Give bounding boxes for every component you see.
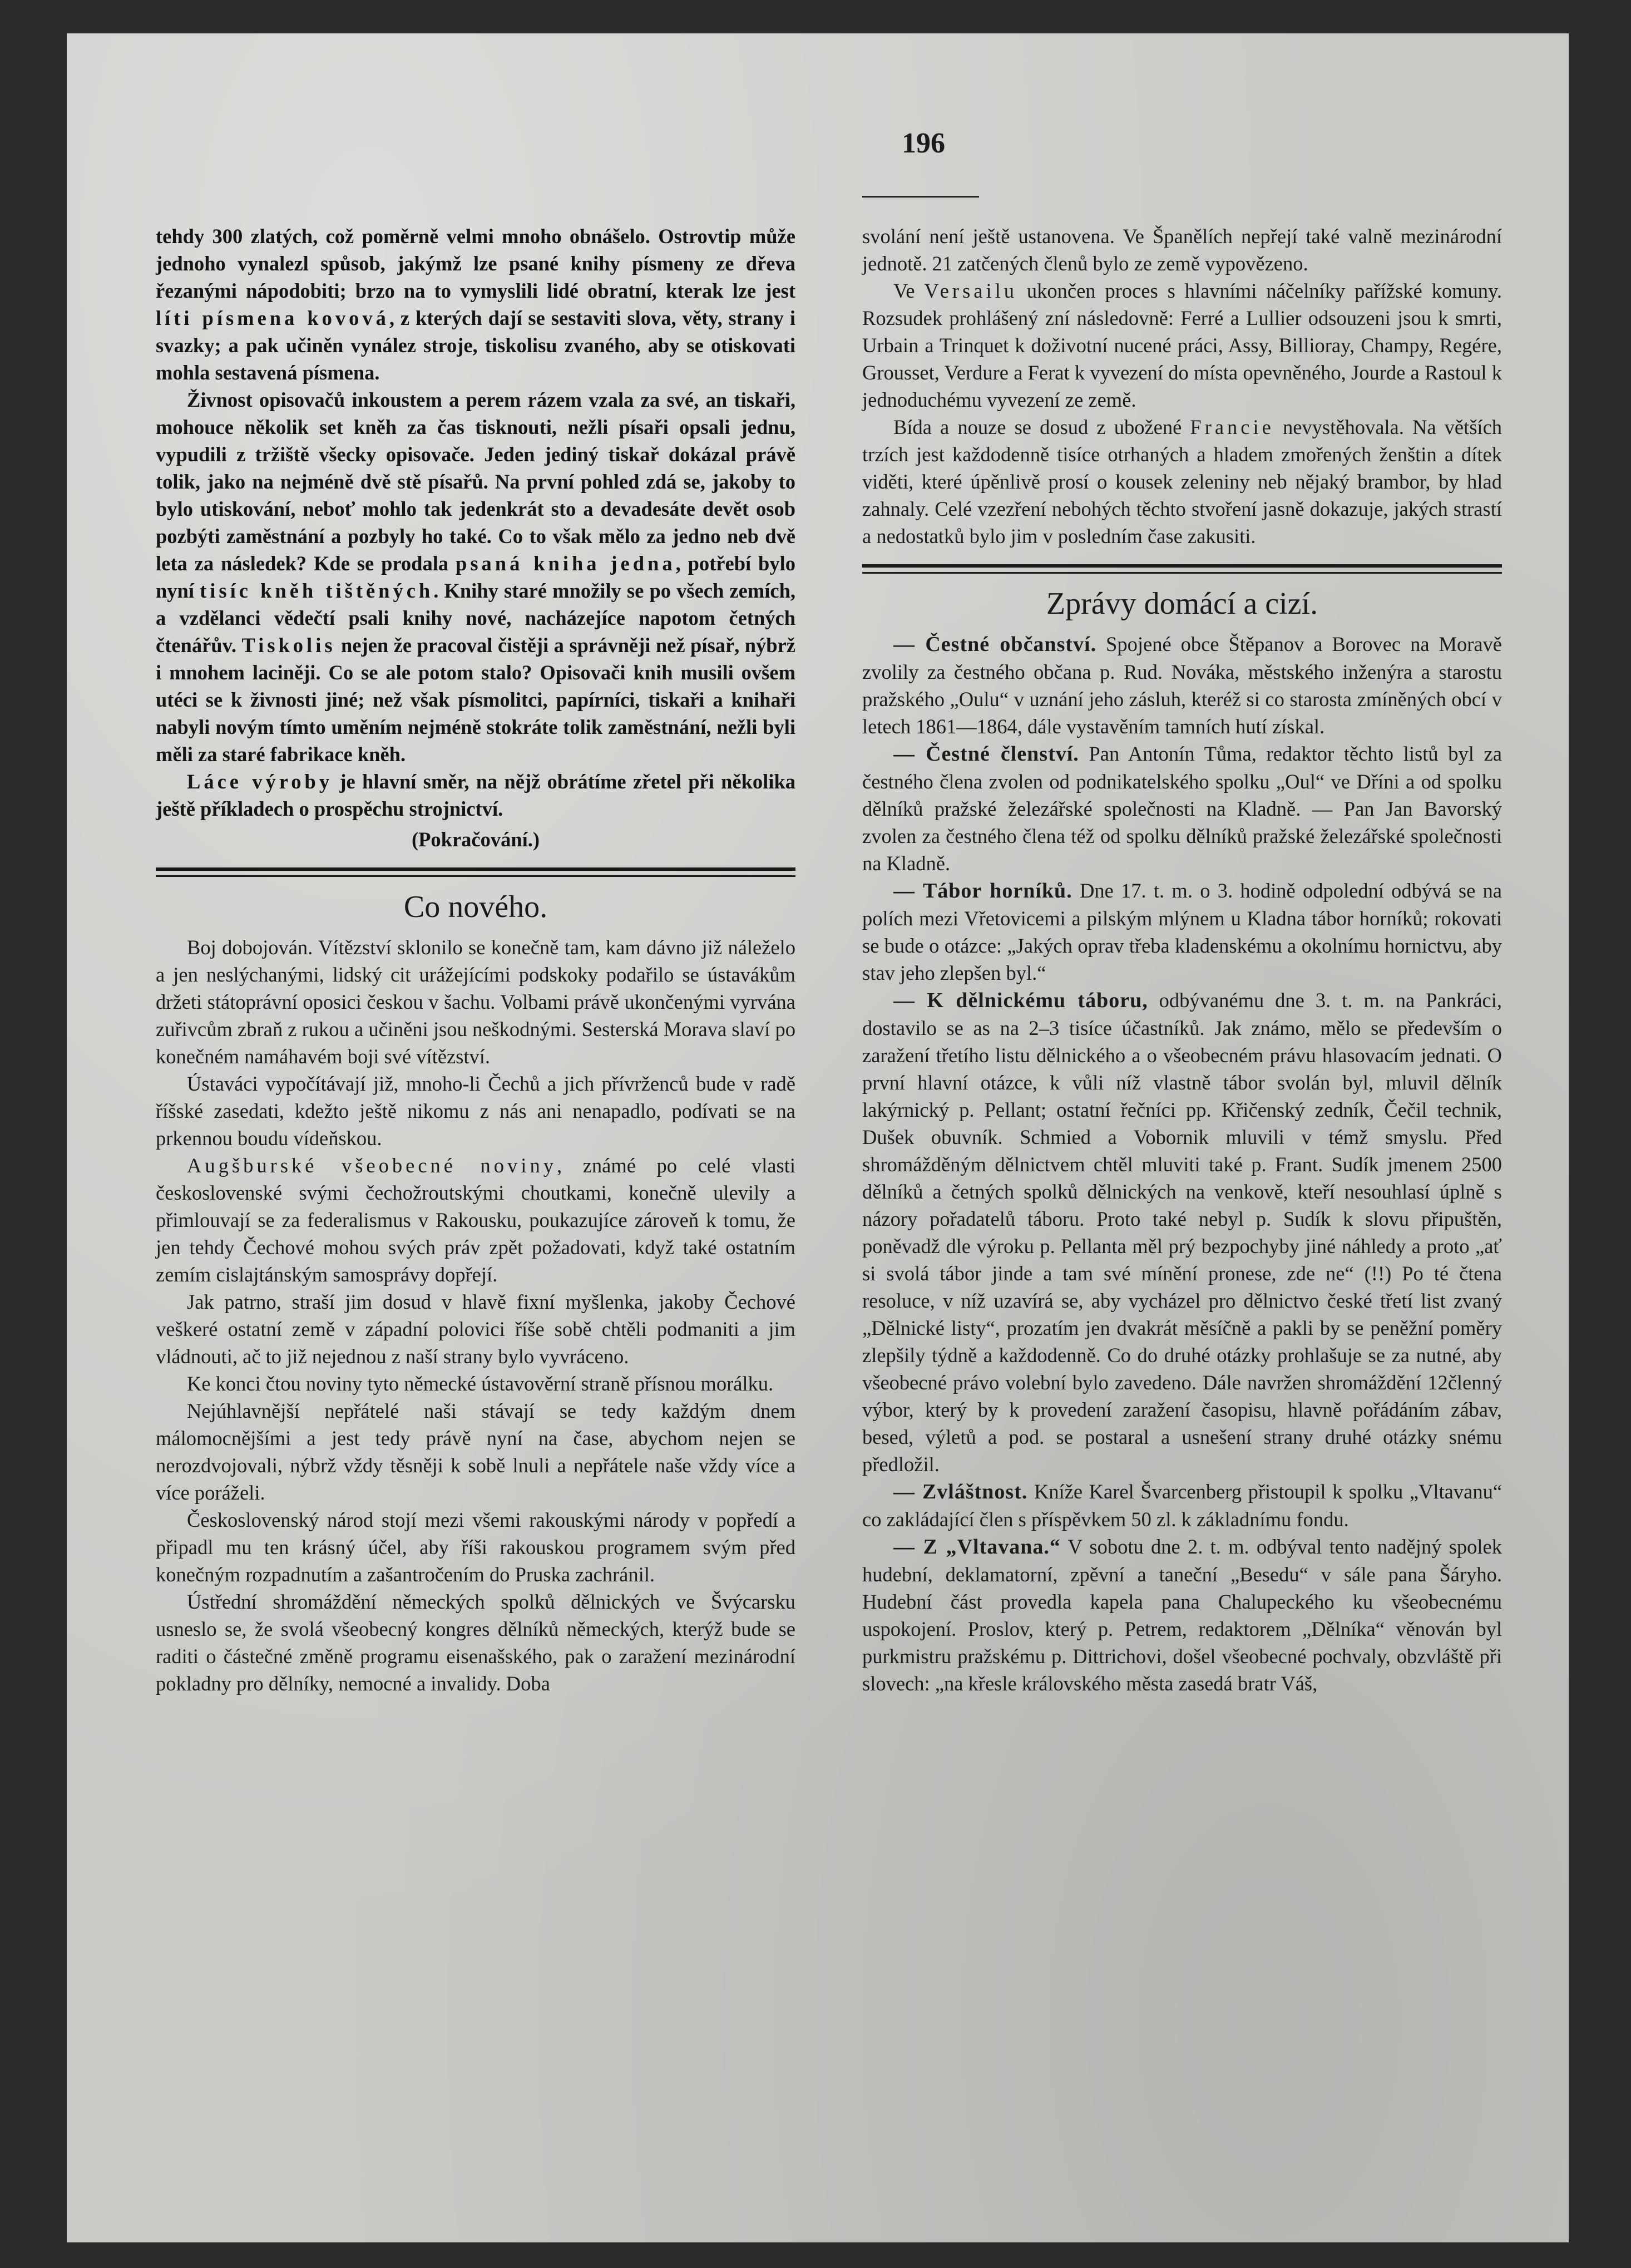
news-paragraph: Ke konci čtou noviny tyto německé ústavověrní straně přísnou morálku. [187, 1372, 774, 1395]
news-paragraph: Československý národ stojí mezi všemi rakouskými národy v popředí a připadl mu ten krásný účel, aby říši rakouskou programem svým před konečným rozpadnutím a zašantročením do Pruska zachránil. [156, 1508, 795, 1586]
news-item-workers-camp: — K dělnickému táboru, odbývanému dne 3. t. m. na Pankráci, dostavilo se as na 2–3 tisíce účastníků. Jak známo, mělo se především o zaražení třetího listu dělnického a o všeobecném právu hlasovacím jednati. O první hlavní otázce, k vůli níž vlastně tábor svolán byl, mluvil dělník lakýrnický p. Pellant; ostatní řečníci pp. Křičenský zedník, Čečil technik, Dušek obuvník. Schmied a Vobornik mluvili v témž smyslu. Před shromážděným dělnictvem chtěl mluviti také p. Frant. Sudík jmenem 2500 dělníků a četných spolků dělnických na venkově, kteří nesouhlasí úplně s názory pořadatelů táboru. Proto také nebyl p. Sudík k slovu připuštěn, poněvadž dle výroku p. Pellanta měl prý bezpochyby jiné náhledy a proto „ať si svolá tábor jinde a tam své mínění pronese, zde ne“ (!!) Po té čtena resoluce, v níž uzavírá se, aby vycházel pro dělnictvo české třetí list zvaný „Dělnické listy“, prozatím jen dvakrát měsíčně a pakli by se peněžní poměry zlepšily týdně a každodenně. Co do druhé otázky prohlašuje se za nutné, aby všeobecné právo volební bylo zavedeno. Dále navržen shromáždění 12členný výbor, který by k provedení zaražení časopisu, hlavně pořádáním zábav, besed, výletů a pod. se postaral a usnešení strany druhé otázky snému předložil. [862, 989, 1503, 1476]
paragraph-spain: svolání není ještě ustanovena. Ve Španělích nepřejí také valně mezinárodní jednotě. 21 zatčených členů bylo ze země vypovězeno. [862, 225, 1502, 275]
news-paragraph: Ústřední shromáždění německých spolků dělnických ve Švýcarsku usneslo se, že svolá všeobecný kongres dělníků německých, kterýž bude se raditi o částečné změně programu eisenašského, pak o zaražení mezinárodní pokladny pro dělníky, nemocné a invalidy. Doba [156, 1590, 795, 1695]
news-paragraph: Augšburské všeobecné noviny, známé po celé vlasti československé svými čechožroutskými choutkami, konečně ulevily a přimlouvají se za federalismus v Rakousku, poukazujíce zároveň k tomu, že jen tehdy Čechové mohou svých práv zpět požadovati, když také ostatním zemím cislajtánským samosprávy dopřejí. [156, 1154, 795, 1286]
left-column [156, 223, 795, 1697]
news-paragraph: Ústaváci vypočítávají již, mnoho-li Čechů a jich přívrženců bude v radě říšské zasedati, kdežto ještě nikomu z nás ani nenapadlo, podívati se na prkennou boudu vídeňskou. [156, 1072, 795, 1150]
continued-note: (Pokračování.) [411, 828, 540, 851]
section-title-domestic-foreign: Zprávy domácí a cizí. [1046, 586, 1318, 621]
right-column [862, 223, 1502, 1697]
news-item-miners-camp: — Tábor horníků. Dne 17. t. m. o 3. hodině odpolední odbývá se na polích mezi Vřetovicemi a pilským mlýnem u Kladna tábor horníků; rokovati se bude o otázce: „Jakých oprav třeba kladenskému a okolnímu hornictvu, aby stav jeho zlepšen byl.“ [862, 879, 1502, 984]
newspaper-page [67, 33, 1569, 2242]
news-paragraph: Boj dobojován. Vítězství sklonilo se konečně tam, kam dávno již náleželo a jen neslýchanými, lidský cit urážejícími podskoky podařilo se ústavákům držeti státoprávní oposici českou v šachu. Volbami právě ukončenými vyrvána zuřivcům zbraň z rukou a učiněni jsou neškodnými. Sesterská Morava slaví po konečném namáhavém boji své vítězství. [156, 936, 795, 1068]
section-divider [862, 564, 1502, 574]
page-number: 196 [902, 127, 945, 159]
paragraph-france: Bída a nouze se dosud z ubožené Francie nevystěhovala. Na větších trzích jest každodenně tisíce otrhaných a hladem zmořených ženštin a dítek viděti, které úpěnlivě prosí o kousek zeleniny neb nějaký brambor, by hlad zahnaly. Celé vzezření nebohých těchto stvoření jasně dokazuje, jakých strastí a nedostatků bylo jim v posledním čase zakusiti. [862, 416, 1503, 548]
paragraph-versailles: Ve Versailu ukončen proces s hlavními náčelníky pařížské komuny. Rozsudek prohlášený zní následovně: Ferré a Lullier odsouzeni jsou k smrti, Urbain a Trinquet k doživotní nucené práci, Assy, Billioray, Champy, Regére, Grousset, Verdure a Ferat k vyvezení do místa opevněného, Jourde a Rastoul k jednoduchému vyvezení ze země. [862, 279, 1502, 411]
news-paragraph: Jak patrno, straší jim dosud v hlavě fixní myšlenka, jakoby Čechové veškeré ostatní země v západní polovici říše sobě chtěli podmaniti a jim vládnouti, ač to již nejednou z naší strany bylo vyvráceno. [156, 1290, 795, 1368]
news-item-vltavan: — Z „Vltavana.“ V sobotu dne 2. t. m. odbýval tento nadějný spolek hudební, deklamatorní, zpěvní a taneční „Besedu“ v sále pana Šáryho. Hudební část provedla kapela pana Chalupeckého ku všeobecnému uspokojení. Proslov, který p. Petrem, redaktorem „Dělníka“ věnován byl purkmistru pražskému p. Dittrichovi, došel všeobecné pochvaly, obzvláště při slovech: „na křesle královského města zasedá bratr Váš, [862, 1535, 1502, 1695]
header-rule [862, 196, 979, 198]
paragraph-cheap-production: Láce výroby je hlavní směr, na nějž obrátíme zřetel při několika ještě příkladech o prospěchu strojnictví. [156, 770, 795, 820]
news-item-honorary-membership: — Čestné členství. Pan Antonín Tůma, redaktor těchto listů byl za čestného člena zvolen od podnikatelského spolku „Oul“ ve Dříni a od spolku dělníků pražské železářské společnosti na Kladně. — Pan Jan Bavorský zvolen za čestného člena též od spolku dělníků pražské železářské společnosti na Kladně. [862, 742, 1502, 875]
news-item-curiosity: — Zvláštnost. Kníže Karel Švarcenberg přistoupil k spolku „Vltavanu“ co zakládající člen s příspěvkem 50 zl. k základnímu fondu. [862, 1480, 1503, 1531]
paragraph-copyists: Živnost opisovačů inkoustem a perem rázem vzala za své, an tiskaři, mohouce několik set kněh za čas tisknouti, nežli písaři opsali jednu, vypudili z tržiště všecky opisovače. Jeden jediný tiskař dokázal právě tolik, jako na nejméně dvě stě písařů. Na první pohled zdá se, jakoby to bylo utiskování, neboť mohlo tak jedenkrát sto a devadesáte devět osob pozbýti zaměstnání a pozbyly ho také. Co to však mělo za jedno neb dvě leta za následek? Kde se prodala psaná kniha jedna, potřebí bylo nyní tisíc kněh tištěných. Knihy staré množily se po všech zemích, a vzdělanci vědečtí psali knihy nové, nacházejíce napotom četných čtenářův. Tiskolis nejen že pracoval čistěji a správněji než písař, nýbrž i mnohem laciněji. Co se ale potom stalo? Opisovači knih musili ovšem utéci se k živnosti jiné; než však písmolitci, papírníci, tiskaři a knihaři nabyli novým tímto uměním nejméně stokráte tolik zaměstnání, nežli byli měli za staré fabrikace kněh. [156, 388, 796, 766]
news-paragraph: Nejúhlavnější nepřátelé naši stávají se tedy každým dnem málomocnějšími a jest tedy právě nyní na čase, abychom nejen se nerozdvojovali, nýbrž vždy těsněji k sobě lnuli a nepřátele naše vždy více a více poráželi. [156, 1399, 795, 1504]
section-divider [156, 867, 795, 877]
section-title-news: Co nového. [403, 890, 548, 924]
paragraph-printing: tehdy 300 zlatých, což poměrně velmi mnoho obnášelo. Ostrovtip může jednoho vynalezl spůsob, jakýmž lze psané knihy písmeny ze dřeva řezanými nápodobiti; brzo na to vymyslili lidé obratní, kterak lze jest líti písmena kovová, z kterých dají se sestaviti slova, věty, strany i svazky; a pak učiněn vynález stroje, tiskolisu zvaného, aby se otiskovati mohla sestavená písmena. [156, 225, 795, 384]
news-item-honorary-citizenship: — Čestné občanství. Spojené obce Štěpanov a Borovec na Moravě zvolily za čestného občana p. Rud. Nováka, městského inženýra a starostu pražského „Oulu“ v uznání jeho zásluh, kteréž si co starosta zmíněných obcí v letech 1861—1864, dále vystavěním tamních hutí získal. [862, 633, 1502, 738]
